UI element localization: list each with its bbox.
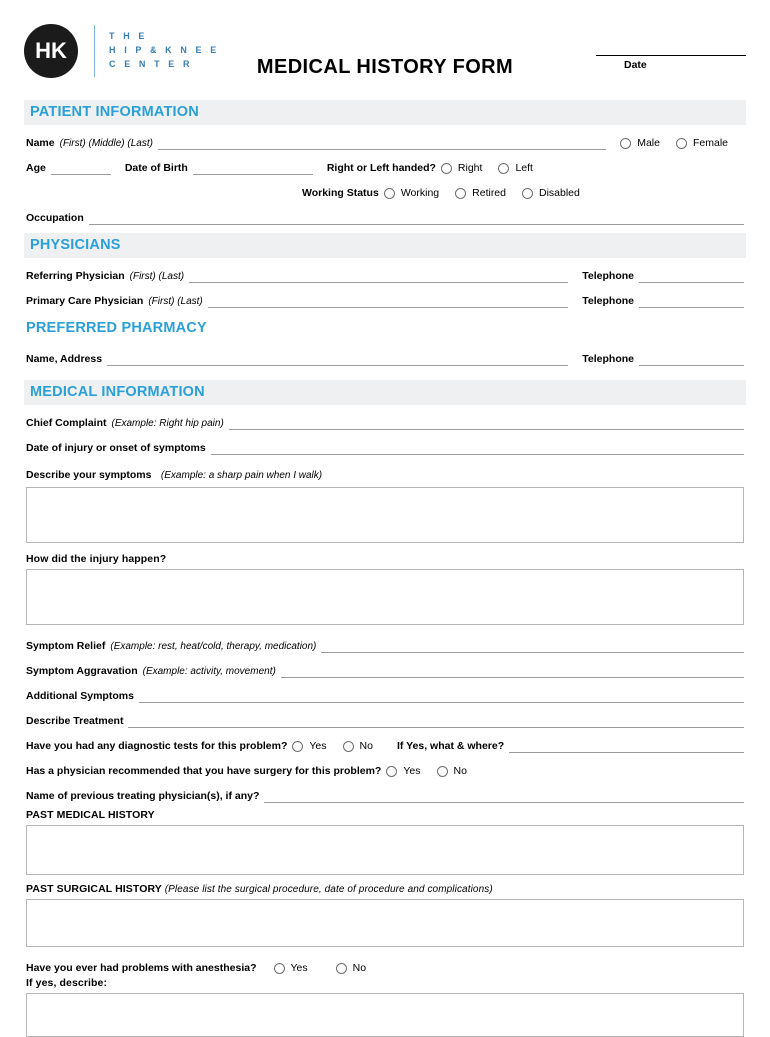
pharmacy-telephone-input[interactable] (639, 351, 744, 366)
anesthesia-yes-label: Yes (290, 962, 308, 974)
section-preferred-pharmacy: PREFERRED PHARMACY (26, 320, 207, 336)
logo-line-1: T H E (109, 31, 148, 42)
working-status-label: Working Status (302, 187, 379, 199)
pharmacy-body (24, 344, 746, 366)
describe-symptoms-hint: (Example: a sharp pain when I walk) (160, 470, 323, 481)
occupation-input[interactable] (89, 210, 744, 225)
referring-telephone-label: Telephone (582, 270, 634, 282)
name-hint: (First) (Middle) (Last) (59, 138, 153, 149)
handedness-group (441, 162, 549, 175)
how-injury-block (26, 553, 744, 625)
anesthesia-label: Have you ever had problems with anesthesia? (26, 962, 257, 974)
date-label: Date (624, 59, 647, 71)
name-label: Name (26, 137, 55, 149)
diagnostic-tests-no-label: No (359, 740, 373, 752)
referring-physician-label: Referring Physician (26, 270, 125, 282)
primary-physician-input[interactable] (208, 293, 568, 308)
past-surgical-history-label: PAST SURGICAL HISTORY (26, 883, 162, 895)
anesthesia-group (262, 962, 383, 975)
dob-label: Date of Birth (124, 162, 188, 174)
describe-symptoms-label: Describe your symptoms (26, 469, 152, 481)
logo-line-2: H I P & K N E E (109, 45, 220, 56)
page-title: MEDICAL HISTORY FORM (256, 56, 514, 78)
diagnostic-tests-yes-label: Yes (309, 740, 327, 752)
past-surgical-history-block (26, 883, 744, 947)
section-physicians: PHYSICIANS (24, 233, 746, 258)
previous-physician-input[interactable] (264, 788, 744, 803)
working-status-group (384, 187, 596, 200)
logo-line-3: C E N T E R (109, 58, 193, 69)
handedness-right-radio[interactable] (441, 163, 452, 174)
section-medical-information: MEDICAL INFORMATION (24, 380, 746, 405)
gender-male-label: Male (637, 137, 660, 149)
working-status-row (26, 178, 744, 200)
pharmacy-name-address-label: Name, Address (26, 353, 103, 365)
describe-treatment-input[interactable] (128, 713, 744, 728)
surgery-recommended-yes-radio[interactable] (386, 766, 397, 777)
primary-telephone-label: Telephone (582, 295, 634, 307)
anesthesia-no-label: No (352, 962, 367, 974)
primary-telephone-input[interactable] (639, 293, 744, 308)
symptom-aggravation-input[interactable] (281, 663, 744, 678)
if-yes-describe-textarea[interactable] (26, 993, 744, 1037)
working-status-disabled-radio[interactable] (522, 188, 533, 199)
if-yes-describe-label: If yes, describe: (26, 977, 108, 989)
symptom-relief-row (26, 631, 744, 653)
symptom-relief-hint: (Example: rest, heat/cold, therapy, medication) (110, 641, 317, 652)
gender-female-label: Female (692, 137, 728, 149)
gender-group (620, 137, 744, 150)
additional-symptoms-row (26, 681, 744, 703)
surgery-recommended-no-label: No (453, 765, 467, 777)
date-of-injury-row (26, 433, 744, 455)
diagnostic-tests-no-radio[interactable] (343, 741, 354, 752)
describe-symptoms-block (26, 465, 744, 543)
pharmacy-name-address-input[interactable] (107, 351, 568, 366)
pharmacy-telephone-label: Telephone (582, 353, 634, 365)
logo-mark-icon: HK (24, 24, 78, 78)
surgery-recommended-label: Has a physician recommended that you have surgery for this problem? (26, 765, 382, 777)
name-input[interactable] (158, 135, 606, 150)
anesthesia-yes-radio[interactable] (274, 963, 285, 974)
symptom-relief-input[interactable] (321, 638, 744, 653)
if-yes-describe-block (26, 977, 744, 1037)
symptom-aggravation-row (26, 656, 744, 678)
age-dob-handed-row (26, 153, 744, 175)
additional-symptoms-label: Additional Symptoms (26, 690, 134, 702)
date-input[interactable] (596, 40, 746, 56)
chief-complaint-hint: (Example: Right hip pain) (111, 418, 224, 429)
past-surgical-history-hint: (Please list the surgical procedure, date of procedure and complications) (164, 884, 493, 895)
working-status-working-radio[interactable] (384, 188, 395, 199)
chief-complaint-row (26, 408, 744, 430)
additional-symptoms-input[interactable] (139, 688, 744, 703)
physicians-body (24, 261, 746, 308)
gender-male-radio[interactable] (620, 138, 631, 149)
how-injury-label: How did the injury happen? (26, 553, 167, 565)
pharmacy-row (26, 344, 744, 366)
if-yes-what-where-input[interactable] (509, 738, 744, 753)
age-label: Age (26, 162, 46, 174)
working-status-working-label: Working (400, 187, 440, 199)
anesthesia-no-radio[interactable] (336, 963, 347, 974)
medical-information-body (24, 408, 746, 1037)
surgery-recommended-no-radio[interactable] (437, 766, 448, 777)
primary-physician-row (26, 286, 744, 308)
previous-physician-row (26, 781, 744, 803)
working-status-disabled-label: Disabled (539, 187, 580, 199)
symptom-aggravation-label: Symptom Aggravation (26, 665, 138, 677)
describe-symptoms-heading (26, 465, 744, 483)
past-medical-history-label: PAST MEDICAL HISTORY (26, 809, 155, 821)
describe-treatment-row (26, 706, 744, 728)
date-block (596, 40, 746, 71)
form-header (24, 18, 746, 92)
if-yes-what-where-label: If Yes, what & where? (396, 740, 505, 752)
diagnostic-tests-label: Have you had any diagnostic tests for this problem? (26, 740, 288, 752)
anesthesia-row (26, 953, 744, 975)
past-surgical-history-heading (26, 883, 744, 895)
dob-input[interactable] (193, 160, 313, 175)
surgery-recommended-group (386, 765, 483, 778)
referring-physician-input[interactable] (189, 268, 568, 283)
name-row (26, 128, 744, 150)
diagnostic-tests-row (26, 731, 744, 753)
handedness-left-radio[interactable] (498, 163, 509, 174)
handedness-right-label: Right (457, 162, 483, 174)
date-of-injury-input[interactable] (211, 440, 744, 455)
symptom-aggravation-hint: (Example: activity, movement) (142, 666, 276, 677)
past-medical-history-textarea[interactable] (26, 825, 744, 875)
handedness-left-label: Left (515, 162, 533, 174)
occupation-label: Occupation (26, 212, 84, 224)
date-of-injury-label: Date of injury or onset of symptoms (26, 442, 206, 454)
chief-complaint-label: Chief Complaint (26, 417, 107, 429)
working-status-retired-label: Retired (472, 187, 506, 199)
diagnostic-tests-group (292, 740, 389, 753)
primary-physician-hint: (First) (Last) (148, 296, 203, 307)
diagnostic-tests-yes-radio[interactable] (292, 741, 303, 752)
surgery-recommended-row (26, 756, 744, 778)
age-input[interactable] (51, 160, 111, 175)
surgery-recommended-yes-label: Yes (403, 765, 421, 777)
symptom-relief-label: Symptom Relief (26, 640, 106, 652)
primary-physician-label: Primary Care Physician (26, 295, 144, 307)
patient-information-body (24, 128, 746, 225)
past-surgical-history-textarea[interactable] (26, 899, 744, 947)
chief-complaint-input[interactable] (229, 415, 744, 430)
describe-symptoms-textarea[interactable] (26, 487, 744, 543)
working-status-retired-radio[interactable] (455, 188, 466, 199)
referring-physician-hint: (First) (Last) (129, 271, 185, 282)
gender-female-radio[interactable] (676, 138, 687, 149)
past-medical-history-block (26, 809, 744, 875)
handedness-label: Right or Left handed? (326, 162, 436, 174)
section-patient-information: PATIENT INFORMATION (24, 100, 746, 125)
describe-treatment-label: Describe Treatment (26, 715, 124, 727)
referring-physician-row (26, 261, 744, 283)
previous-physician-label: Name of previous treating physician(s), if any? (26, 790, 260, 802)
occupation-row (26, 203, 744, 225)
referring-telephone-input[interactable] (639, 268, 744, 283)
how-injury-textarea[interactable] (26, 569, 744, 625)
